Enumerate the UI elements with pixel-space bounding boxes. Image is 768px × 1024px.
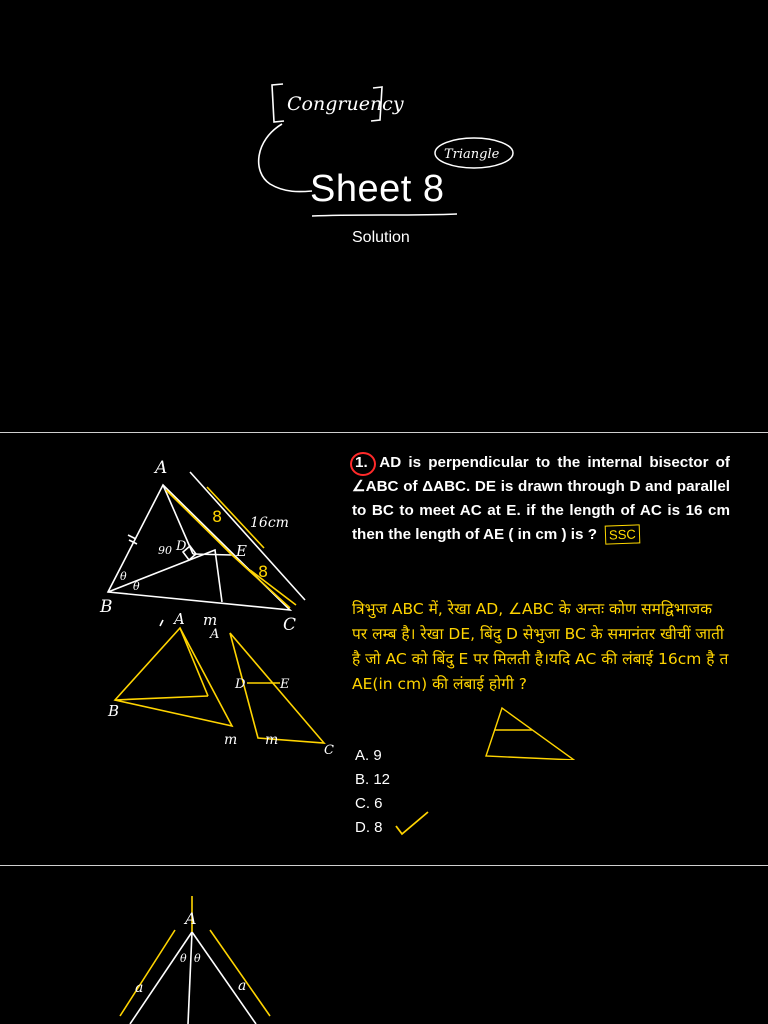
label-m: m — [203, 611, 218, 629]
question-number: 1. — [352, 451, 371, 475]
topic-label: Congruency — [287, 93, 404, 115]
label-right-angle: 90 — [158, 544, 172, 557]
check-icon — [392, 808, 432, 838]
sub-label-b: B — [108, 702, 120, 720]
label-side-a2: a — [238, 978, 247, 994]
label-apex: A — [185, 909, 197, 928]
title-annotations — [0, 0, 768, 432]
option-c[interactable]: C. 6 — [355, 795, 383, 812]
sub-label-c: C — [324, 743, 334, 758]
label-theta-2: θ — [133, 580, 140, 593]
question-body-en: AD is perpendicular to the internal bisector of ∠ABC of ΔABC. DE is drawn through D and parallel to BC to meet AC at E. if the length of AC is 16 cm then the length of AE ( in cm ) is ? — [352, 454, 730, 543]
label-c: C — [283, 615, 297, 635]
split-triangle-diagram — [100, 608, 340, 758]
label-side-a: a — [135, 980, 144, 996]
option-a[interactable]: A. 9 — [355, 747, 382, 764]
label-ac-length: 16cm — [250, 515, 289, 531]
tag-label: Triangle — [444, 147, 500, 162]
sub-label-a: A — [174, 610, 185, 628]
label-ae: 8 — [212, 507, 223, 526]
page-title: Sheet 8 — [310, 168, 445, 210]
sub-label-a2: A — [210, 627, 220, 642]
question-text-en — [352, 451, 730, 547]
label-ec: 8 — [258, 562, 269, 581]
option-d[interactable]: D. 8 — [355, 819, 383, 836]
label-a: A — [155, 458, 168, 478]
label-theta-a: θ — [180, 952, 187, 965]
isosceles-diagram — [80, 866, 380, 1024]
sub-label-d: D — [235, 677, 246, 692]
label-theta-b: θ — [194, 952, 201, 965]
title-slide — [0, 0, 768, 432]
sub-label-e: E — [280, 677, 290, 692]
label-d: D — [176, 539, 187, 554]
label-b: B — [100, 597, 113, 617]
small-sketch — [472, 700, 582, 760]
question-text-hi: त्रिभुज ABC में, रेखा AD, ∠ABC के अन्तः कोण समद्विभाजक पर लम्ब है। रेखा DE, बिंदु D सेभुजा BC के समानंतर खीचीं जाती है जो AC को बिंदु E पर मिलती है।यदि AC की लंबाई 16cm है त AE(in cm) की लंबाई होगी ? — [352, 600, 729, 693]
answer-options — [355, 744, 390, 840]
source-badge: SSC — [605, 524, 640, 544]
option-b[interactable]: B. 12 — [355, 771, 391, 788]
sub-label-m2: m — [265, 732, 279, 748]
label-theta-1: θ — [120, 570, 127, 583]
sub-label-m: m — [224, 732, 238, 748]
page-subtitle: Solution — [352, 229, 410, 246]
label-e: E — [236, 542, 247, 560]
